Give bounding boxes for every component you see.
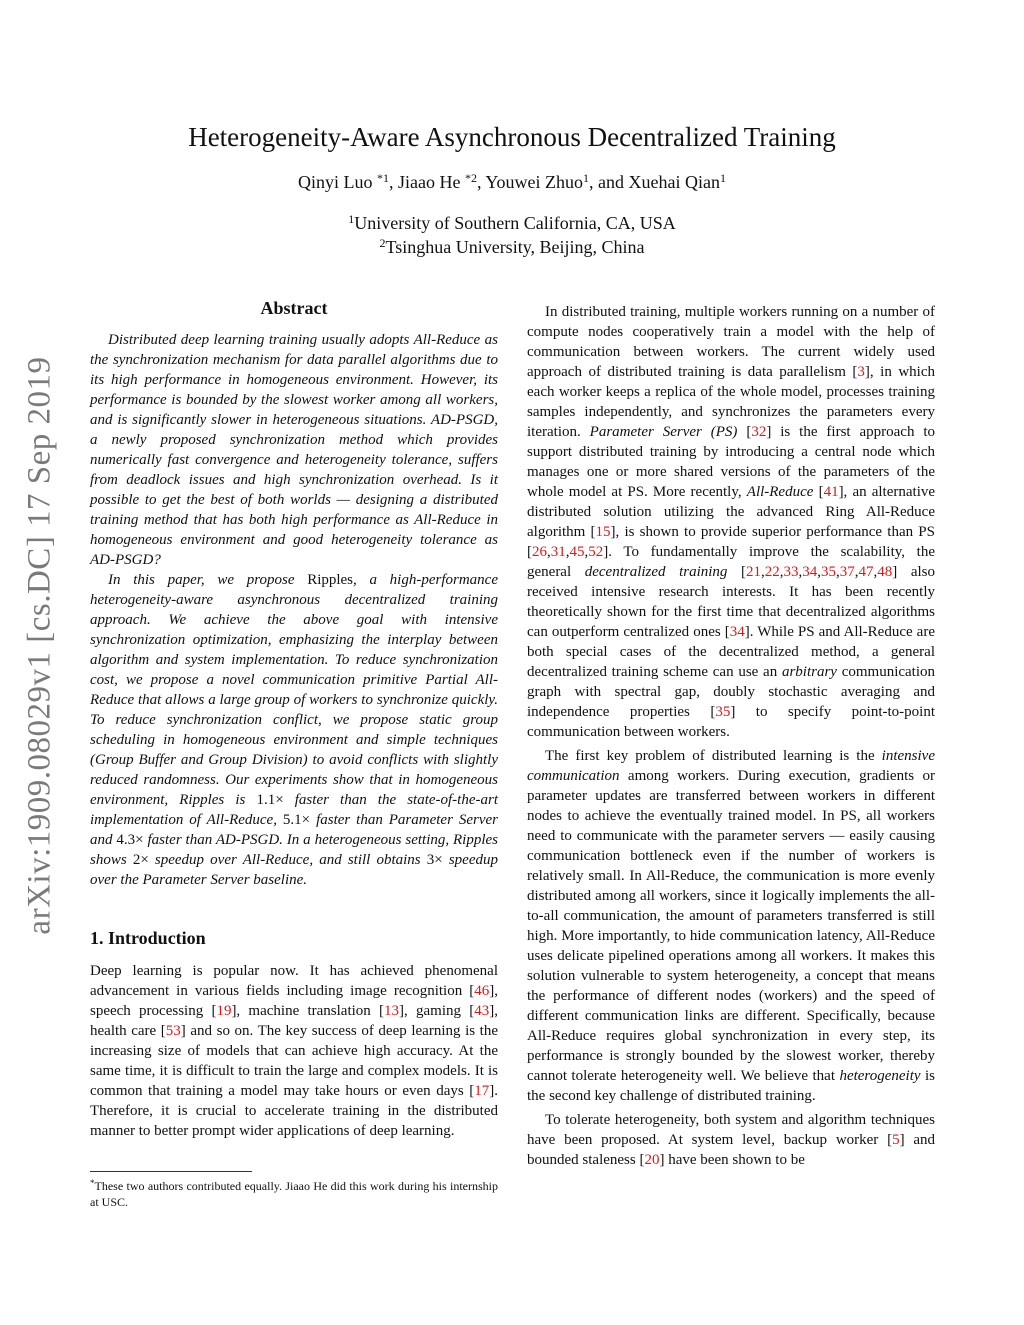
citation-link[interactable]: 34: [729, 624, 745, 640]
text: ] have been shown to be: [659, 1152, 805, 1168]
citation-link[interactable]: 15: [595, 524, 611, 540]
text: ], gaming [: [399, 1003, 475, 1019]
emphasis: intensive communication: [527, 748, 935, 784]
citation-link[interactable]: 3: [857, 364, 865, 380]
text: To tolerate heterogeneity, both system and algorithm techniques have been proposed. At system level, backup worker [: [527, 1112, 935, 1148]
text: is the second key challenge of distributed training.: [527, 1068, 935, 1104]
emphasis: heterogeneity: [839, 1068, 921, 1084]
footnote-text: These two authors contributed equally. Jiaao He did this work during his internship at USC.: [90, 1179, 498, 1209]
citation-link[interactable]: 21: [746, 564, 762, 580]
affiliation-text: University of Southern California, CA, USA: [354, 213, 676, 233]
author-list: Qinyi Luo $^{*1}$, Jiaao He $^{*2}$, Youwei Zhuo$^1$, and Xuehai Qian$^1$: [298, 171, 726, 192]
author-mark: 1: [719, 171, 726, 185]
text: Deep learning is popular now. It has achieved phenomenal advancement in various fields including image recognition [: [90, 963, 498, 999]
text: In this paper, we propose: [108, 572, 295, 588]
speedup-value: 5.1×: [282, 812, 311, 828]
text: , a high-performance heterogeneity-aware asynchronous decentralized training approach. We achieve the above goal with intensive synchronization optimization, emphasizing the interplay between algorithm and system implementation. To reduce synchronization cost, we propose a novel communication primitive Partial All-Reduce that allows a large group of workers to synchronize quickly. To reduce synchronization conflict, we propose static group scheduling in homogeneous environment and simple techniques (Group Buffer and Group Division) to avoid conflicts with slightly reduced randomness. Our experiments show that in homogeneous environment, Ripples is: [90, 572, 498, 808]
abstract-body: [90, 330, 498, 890]
text: ], an alternative distributed solution utilizing the advanced Ring All-Reduce algorithm [: [527, 484, 936, 540]
text: [: [818, 484, 824, 500]
author-mark: *1: [377, 171, 389, 185]
section-heading-introduction: 1. Introduction: [90, 928, 206, 948]
text: ], is shown to provide superior performance than PS [: [527, 524, 935, 560]
text: The first key problem of distributed learning is the: [545, 748, 875, 764]
intro-paragraph: [90, 961, 498, 1141]
citation-link[interactable]: 34: [802, 564, 818, 580]
abstract-paragraph: Distributed deep learning training usually adopts All-Reduce as the synchronization mechanism for data parallel algorithms due to its high performance in homogeneous environment. However, its performance is bounded by the slowest worker among all workers, and is significantly slower in heterogeneous situations. AD-PSGD, a newly proposed synchronization method which provides numerically fast convergence and heterogeneity tolerance, suffers from deadlock issues and high synchronization overhead. Is it possible to get the best of both worlds — designing a distributed training method that has both high performance as All-Reduce in homogeneous environment and good heterogeneity tolerance as AD-PSGD?: [90, 332, 498, 568]
text: faster than the state-of-the-art implementation of All-Reduce,: [90, 792, 499, 828]
citation-link[interactable]: 22: [764, 564, 780, 580]
citation-link[interactable]: 35: [821, 564, 837, 580]
author-name: Xuehai Qian: [628, 172, 720, 192]
emphasis: Parameter Server (PS): [589, 424, 738, 440]
citation-link[interactable]: 19: [216, 1003, 232, 1019]
speedup-value: 4.3×: [116, 832, 144, 848]
citation-link[interactable]: 5: [892, 1132, 900, 1148]
footnote-mark: *: [90, 1178, 95, 1188]
citation-link[interactable]: 26: [532, 544, 547, 560]
citation-link[interactable]: 41: [823, 484, 839, 500]
abstract-paragraph: [90, 570, 498, 890]
text: ] is the first approach to support distributed training by introducing a central node which manages one or more shared versions of the parameters of the whole model at PS. More recently,: [527, 424, 936, 500]
text: ] to specify point-to-point communication between workers.: [527, 704, 935, 740]
author-name: Youwei Zhuo: [485, 172, 584, 192]
emphasis: All-Reduce: [746, 484, 814, 500]
footnote: [90, 1178, 498, 1210]
citation-link[interactable]: 17: [474, 1083, 490, 1099]
author-mark: 1: [583, 171, 590, 185]
text: ], health care [: [90, 1003, 498, 1039]
citation-link[interactable]: 43: [474, 1003, 490, 1019]
text: ]. While PS and All-Reduce are both special cases of the decentralized method, a general decentralized training scheme can use an: [527, 624, 935, 680]
citation-link[interactable]: 13: [384, 1003, 400, 1019]
text: ] and bounded staleness [: [527, 1132, 936, 1168]
affiliation: [0, 213, 1024, 234]
emphasis: decentralized training: [584, 564, 728, 580]
body-paragraph: [527, 746, 935, 1106]
text: speedup over the Parameter Server baseline.: [90, 852, 498, 888]
text: ] also received intensive research interests. It has been recently theoretically shown for the first time that decentralized algorithms can outperform centralized ones [: [527, 564, 935, 640]
text: communication graph with spectral gap, doubly stochastic averaging and independence properties [: [527, 664, 936, 720]
body-paragraph: [527, 1110, 935, 1170]
citation-link[interactable]: 48: [877, 564, 893, 580]
speedup-value: 1.1×: [256, 792, 284, 808]
emphasis: arbitrary: [781, 664, 837, 680]
system-name: Ripples: [307, 572, 354, 588]
text: ]. Therefore, it is crucial to accelerate training in the distributed manner to better prompt wider applications of deep learning.: [90, 1083, 498, 1139]
affiliation: [0, 237, 1024, 258]
introduction-body: [90, 961, 498, 1141]
author-name: Jiaao He: [398, 172, 461, 192]
affiliation-number: 2: [379, 236, 386, 250]
arxiv-side-stamp: [18, 345, 62, 945]
citation-link[interactable]: 20: [644, 1152, 660, 1168]
citation-link[interactable]: 52: [588, 544, 604, 560]
citation-link[interactable]: 33: [783, 564, 799, 580]
text: [: [746, 424, 752, 440]
right-column: [527, 302, 935, 1170]
speedup-value: 2×: [132, 852, 149, 868]
abstract-heading: Abstract: [260, 298, 328, 318]
text: [: [741, 564, 747, 580]
text: ], speech processing [: [90, 983, 498, 1019]
text: ]. To fundamentally improve the scalability, the general: [527, 544, 935, 580]
arxiv-id: arXiv:1909.08029v1 [cs.DC] 17 Sep 2019: [21, 355, 58, 935]
affiliation-number: 1: [348, 212, 355, 226]
text: ], in which each worker keeps a replica of the whole model, processes training samples independently, and synchronizes the parameters every iteration.: [527, 364, 935, 440]
citation-link[interactable]: 31: [550, 544, 566, 560]
citation-link[interactable]: 37: [839, 564, 855, 580]
citation-link[interactable]: 53: [165, 1023, 181, 1039]
footnote-rule: [90, 1171, 252, 1172]
author-mark: *2: [464, 171, 477, 185]
citation-link[interactable]: 47: [858, 564, 874, 580]
affiliation-text: Tsinghua University, Beijing, China: [385, 237, 645, 257]
text: among workers. During execution, gradients or parameter updates are transferred between workers in different nodes to achieve the eventually trained model. In PS, all workers need to communicate with the parameter servers — easily causing communication bottleneck even if the number of workers is relatively small. In All-Reduce, the communication is more evenly distributed among all workers, since it logically implements the all-to-all communication, the amount of parameters transferred is still high. More importantly, to hide communication latency, All-Reduce uses delicate pipelined operations among all workers. It makes this solution vulnerable to system heterogeneity, a concept that means the performance of different nodes (workers) and the speed of different communication links are different. Specifically, because All-Reduce requires global synchronization in every step, its performance is strongly bounded by the slowest worker, thereby cannot tolerate heterogeneity well. We believe that: [527, 768, 935, 1084]
paper-title: Heterogeneity-Aware Asynchronous Decentralized Training: [188, 122, 836, 152]
text: faster than AD-PSGD. In a heterogeneous setting, Ripples shows: [90, 832, 498, 868]
author-name: Qinyi Luo: [298, 172, 373, 192]
speedup-value: 3×: [426, 852, 443, 868]
citation-link[interactable]: 32: [751, 424, 767, 440]
citation-link[interactable]: 35: [715, 704, 731, 720]
text: ] and so on. The key success of deep learning is the increasing size of models that can achieve high accuracy. At the same time, it is difficult to train the large and complex models. It is common that training a model may take hours or even days [: [90, 1023, 498, 1099]
text: speedup over All-Reduce, and still obtains: [154, 852, 421, 868]
citation-link[interactable]: 45: [569, 544, 585, 560]
citation-link[interactable]: 46: [474, 983, 490, 999]
text: In distributed training, multiple workers running on a number of compute nodes cooperatively train a model with the help of communication between workers. The current widely used approach of distributed training is data parallelism [: [527, 304, 935, 380]
text: faster than Parameter Server and: [90, 812, 499, 848]
body-paragraph: In distributed training, multiple workers running on a number of compute nodes cooperatively train a model with the help of communication between workers. The current widely used approach of distributed training is data parallelism [3], in which each worker keeps a replica of the whole model, processes training samples independently, and synchronizes the parameters every iteration. Parameter Server (PS) [32] is the first approach to support distributed training by introducing a central node which manages one or more shared versions of the parameters of the whole model at PS. More recently, All-Reduce [41], an alternative distributed solution utilizing the advanced Ring All-Reduce algorithm [15], is shown to provide superior performance than PS [26,31,45,52]. To fundamentally improve the scalability, the general decentralized training [21,22,33,34,35,37,47,48] also received intensive research interests. It has been recently theoretically shown for the first time that decentralized algorithms can outperform centralized ones [34]. While PS and All-Reduce are both special cases of the decentralized method, a general decentralized training scheme can use an arbitrary communication graph with spectral gap, doubly stochastic averaging and independence properties [35] to specify point-to-point communication between workers.: [527, 304, 936, 740]
text: ], machine translation [: [231, 1003, 385, 1019]
